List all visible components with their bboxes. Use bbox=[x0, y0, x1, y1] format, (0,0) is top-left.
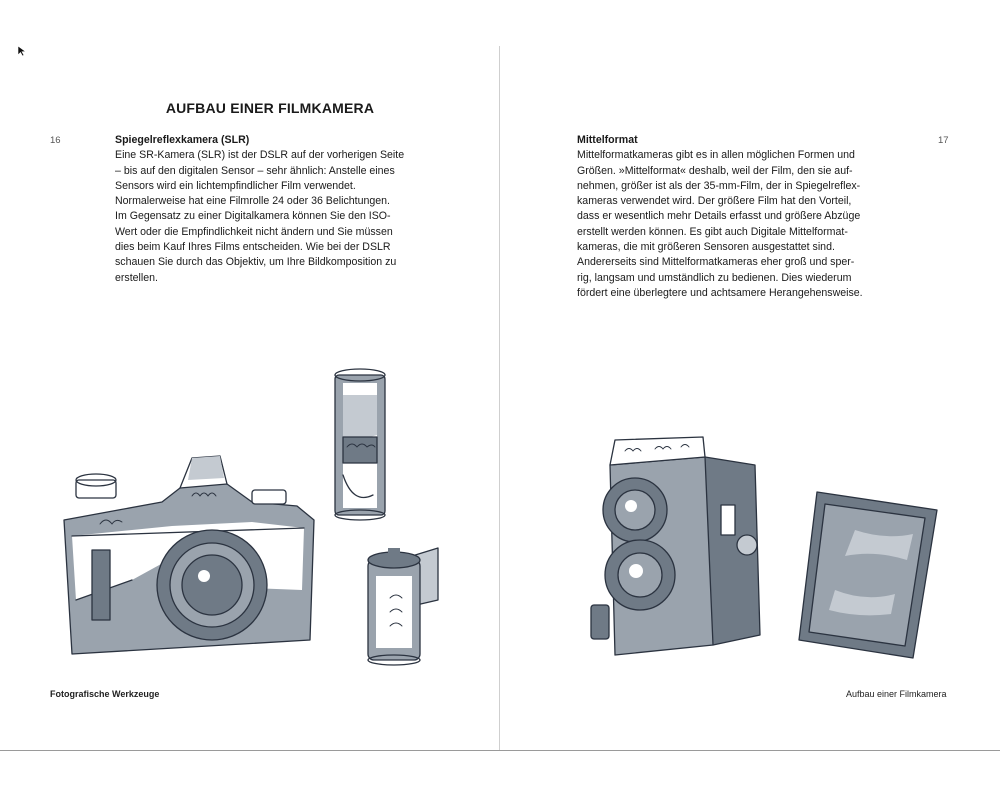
body-line: Andererseits sind Mittelformatkameras eher groß und sper- bbox=[577, 256, 855, 269]
film-roll-120-icon bbox=[325, 365, 395, 520]
right-text-column bbox=[577, 133, 889, 301]
tlr-camera-icon bbox=[585, 435, 780, 665]
viewer-background bbox=[0, 751, 1000, 800]
body-line: Größen. »Mittelformat« deshalb, weil der Film, den sie auf- bbox=[577, 164, 853, 177]
body-line: kameras verwendet wird. Der größere Film hat den Vorteil, bbox=[577, 195, 852, 208]
body-line: Mittelformatkameras gibt es in allen möglichen Formen und bbox=[577, 149, 855, 162]
body-line: fördert eine überlegtere und achtsamere Herangehensweise. bbox=[577, 286, 863, 299]
body-line: schauen Sie durch das Objektiv, um Ihre Bildkomposition zu bbox=[115, 256, 397, 269]
body-line: Eine SR-Kamera (SLR) ist der DSLR auf der vorherigen Seite bbox=[115, 149, 405, 162]
body-line: erstellen. bbox=[115, 271, 158, 284]
body-line: erstellt werden können. Es gibt auch Digitale Mittelformat- bbox=[577, 225, 848, 238]
film-canister-icon bbox=[360, 540, 445, 665]
body-line: – bis auf den digitalen Sensor – sehr ähnlich: Anstelle eines bbox=[115, 164, 395, 177]
page-number-left: 16 bbox=[50, 135, 61, 146]
footer-left: Fotografische Werkzeuge bbox=[50, 689, 160, 699]
page-gutter bbox=[499, 46, 500, 752]
body-line: rig, langsam und umständlich zu bedienen. Dies wiederum bbox=[577, 271, 852, 284]
body-line: dies beim Kauf Ihres Films entscheiden. Wie bei der DSLR bbox=[115, 241, 391, 254]
section-heading-medium-format: Mittelformat bbox=[577, 134, 638, 146]
mouse-cursor-icon bbox=[17, 45, 27, 57]
body-line: kameras, die mit größeren Sensoren ausgestattet sind. bbox=[577, 241, 835, 254]
body-line: nehmen, größer ist als der 35-mm-Film, der in Spiegelreflex- bbox=[577, 179, 861, 192]
body-line: Wert oder die Empfindlichkeit nicht ändern und Sie müssen bbox=[115, 225, 393, 238]
page-number-right: 17 bbox=[938, 135, 949, 146]
body-line: Sensors wird ein lichtempfindlicher Film verwendet. bbox=[115, 179, 356, 192]
body-line: dass er wesentlich mehr Details erfasst und größere Abzüge bbox=[577, 210, 861, 223]
slr-camera-icon bbox=[52, 440, 322, 665]
film-sheet-icon bbox=[795, 490, 940, 660]
left-text-column bbox=[115, 133, 427, 286]
page-title: AUFBAU EINER FILMKAMERA bbox=[165, 100, 375, 116]
footer-right: Aufbau einer Filmkamera bbox=[846, 689, 947, 699]
body-line: Im Gegensatz zu einer Digitalkamera können Sie den ISO- bbox=[115, 210, 391, 223]
section-heading-slr: Spiegelreflexkamera (SLR) bbox=[115, 134, 250, 146]
body-line: Normalerweise hat eine Filmrolle 24 oder 36 Belichtungen. bbox=[115, 195, 390, 208]
